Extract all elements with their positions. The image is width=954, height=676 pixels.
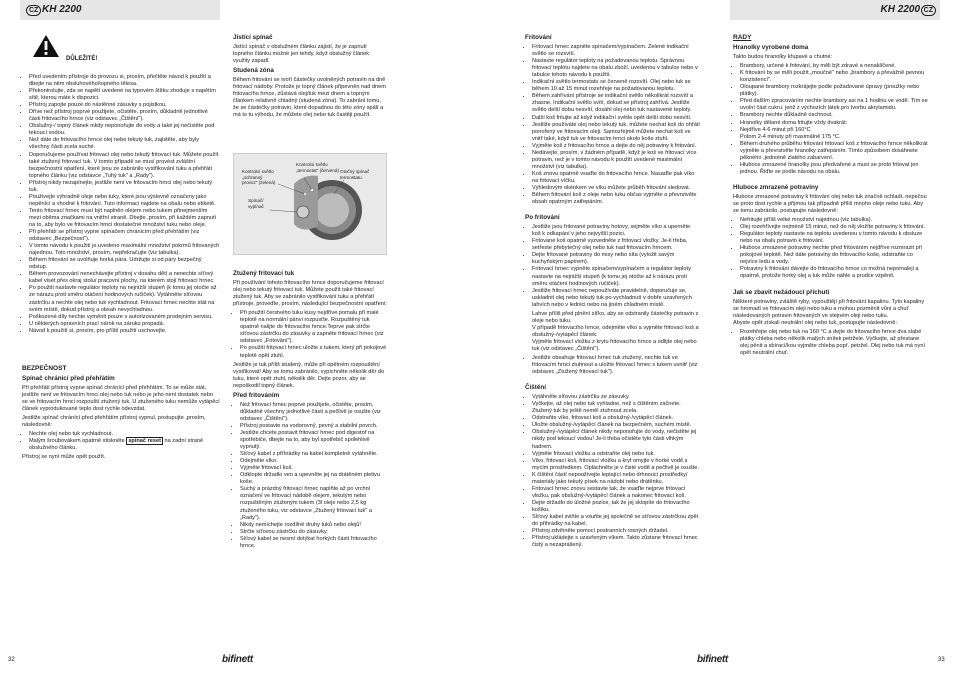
list-item: • Nechte olej nebo tuk vychladnout. (29, 431, 220, 438)
list-item: • Během fritování koš z oleje nebo tuku občas vyjměte a převrstvěte obsah opatrným zatřepáním. (532, 192, 700, 206)
paragraph: Při přehřátí přístroj vypne spínač chránící před přehřátím. To se může stát, jestliže není ve fritovacím hrnci olej nebo tuk nebo je jeho není dostatek nebo se ve fritovacím hrnci rozpouští ztužený tuk. U ztuženého tuku nemůže vytápěcí článek vyprodukované teplo dost rychle odevzdat. (22, 384, 220, 412)
list-item: • Nedávejte, prosím, v žádném případě, když je koš ve fritovací více potravin, než je v tomto návodu k použití uvedené maximální množství (viz tabulka). (532, 150, 700, 171)
list-item: • Poškozené díly nechte vyměnit pouze v autorizovaném prodejním servisu. (29, 314, 220, 321)
list-item: • Vyjměte fritovací vložku a odstraňte olej nebo tuk. (532, 451, 700, 458)
list-item: • Doporučujeme používat fritovací olej nebo tekutý fritovací tuk. Můžete použít také ztužený fritovací tuk. V tomto případě se musí provést zvláštní bezpečnostní opatření, které jsou ze zabránilo vystřikování tuku a přehřátí topného článku (viz odstavce „Tuhý tuk" a „Rady"). (29, 152, 220, 180)
list-item: • K fritování by se měli použít „moučné" nebo „brambory a převážně pevnou konzistencí". (740, 70, 929, 84)
paragraph: Lahve příliš před plnění síťko, aby se odstranily částečky potravin z oleje nebo tuku. V případě fritovacího hrnce, odejměte víko a vyjměte fritovací koš a obslužný-/vytápěcí článek. Vyjměte fritovací vložku z krytu fritovacího hrnce a odlijte olej nebo tuk (viz odstavec „Čištění"). (532, 310, 699, 352)
warning-icon (32, 34, 60, 58)
procedure-list (22, 431, 220, 452)
list-item: • Oloupané brambory rozkrájejte podle požadované úpravy (proužky nebo plátky). (740, 84, 929, 98)
list-item: • Během provozování nenechávejte přístroj v dosahu dětí a nenechte síťový kabel visét přes okraj stolu/ pracovní plochy, na kterém stojí fritovací hrnec. (29, 271, 220, 285)
subsection-title: Jak se zbavit nežádoucí příchuti (733, 288, 830, 296)
column-4 (733, 32, 929, 359)
list-item: • V tomto návodu k použití je uvedeno maximální množství pokrmů fritovaných najednou. Toto množství, prosím, nepřekračujte (viz tabulka). (29, 243, 220, 257)
subsection-title: Čištění (525, 384, 546, 392)
paragraph: Přístroj se nyní může opět použít. (22, 454, 106, 461)
section-title: BEZPEČNOST (22, 364, 67, 372)
paragraph: Během fritování se tvoří částečky uvolněných potravin na dně fritovací nádoby. Protože je topný článek připevněn nad dnem fritovacího hrnce, zůstává olej/tuk mezi dnem a topným článkem relativně chladný (studená zóna). To zabrání tomu, že se částečky potravin, které dopadnou do této zóny spálí a má to tu výhodu, že můžete olej nebo tuk častěji použít. (233, 77, 386, 119)
paragraph: Některé potraviny, zvláště ryby, vypouštějí při fritování kapalinu. Tyto kapaliny se hromadí ve fritovacím oleji nebo tuku a mohou pozměnit vůni a chuť následovaných potravin fritovaných ve stejném oleji nebo tuku. Abyste opět získali neutrální olej nebo tuk, postupujte následovně: (733, 298, 925, 326)
list-item: • Dejte fritované potraviny do misy nebo síta (vyložit savým kuchyňským papírem). (532, 252, 700, 266)
safety-list (22, 74, 220, 335)
brand-logo-right: bifinett (697, 654, 728, 665)
list-item: • Strčte síťovou zástrčku do zásuvky. (240, 529, 387, 536)
list-item: • Fritované koš opatrně vyzvedněte z fritovací vložky. Je-li třeba, setřeste přebytečný olej nebo tuk nad fritovacím hrncem. (532, 238, 700, 252)
list-item: • Při přehřátí se přístroj vypne spínačem chránicím před přehřátím (viz odstavec „Bezpečnost"). (29, 229, 220, 243)
list-item: • Jestliže jsou fritované potraviny hotovy, sejměte víko a uperněte koš k odkapání v jeho nejvyšší pozici. (532, 224, 700, 238)
list-item: • Během druhého průběhu fritování fritovací koš z fritovacího hrnce několikrát vyjměte a převrstvěte hranolky zatřepáním. Tímto způsobem dosáhnete pěkného ,jednotně zlatého zabarvení. (740, 141, 929, 162)
column-2-lower (233, 268, 387, 552)
control-panel-diagram (233, 153, 387, 255)
list-item: • Fritovací hrnec vypněte spínačem/vypínačem a regulátor teploty nastavte na nejnižší stupeň (k tomu jej otočte až k nárazu proti směru otáčení hodinových ručiček). (532, 266, 700, 287)
column-3 (525, 32, 700, 551)
list-item: • Hluboce zmrazené potraviny nechte před fritováním nejdříve rozmrazit při pokojové teplotě. Než dáte potraviny do fritovacího koše, odstraňte co nejvíce ledu a vody. (740, 245, 929, 266)
list-item: • Obslužný-/ topný článek nikdy neponořujte do vody a také jej nečistěte pod tekoucí vodou. (29, 123, 220, 137)
tips-list (733, 63, 929, 176)
list-item: • Úložte obslužný-/vytápěcí článek na bezpečném, suchém místě. (532, 422, 700, 429)
list-item: • Jestliže fritovací hrnec nepoužíváte pravidelně, doporučuje se, uskladnit olej nebo tekutý tuk po vychladnutí v dobře uzavřených lahvích nebo v lednici nebo na jiném chladném místě. (532, 288, 700, 309)
list-item: • Dříve než přístroj poprvé použijete, očistěte, prosím, důkladně jednotlivé části fritovacího hrnce (viz odstavec „Čištění"). (29, 109, 220, 123)
list-item: • Obslužný-/vytápěcí článek nikdy neponořujte do vody, nečistěte jej nikdy pod tekoucí vodou! Je-li třeba očistěte tyto části vlhkým hadrem. (532, 429, 700, 450)
column-2 (233, 32, 387, 122)
list-item: • Jestliže obsahuje fritovací hrnec tuk ztužený, nechte tuk ve fritovacím hrnci ztuhnout a uložte fritovací hrnec s tukem uvnitř (viz odstavec „Ztužený fritovací tuk"). (532, 355, 700, 376)
section-title: RADY (733, 34, 752, 41)
list-item: • Tento fritovací hrnec musí být naplněn olejem nebo tukem přinejmenším mezi oběma značkami na vnitřní straně. Dbejte ,prosím, při každém zapnutí na to, aby bylo ve fritovacím hrnci dostatečné množství tuku nebo oleje. (29, 208, 220, 229)
list-item: • Během fritování se uvolňuje horká pára. Udržujte si od páry bezpečný odstup. (29, 257, 220, 271)
label-on-off-switch: Spínač/ vypínač (248, 198, 264, 209)
subsection-title: Fritování (525, 34, 552, 41)
warning-title: DŮLEŽITÉ! (66, 56, 98, 62)
list-item: • Návod k použití si, prosím, pro příští použití uschovejte. (29, 328, 220, 335)
procedure-list (233, 310, 387, 359)
language-badge: CZ (26, 5, 41, 16)
list-item: • Vyjměte fritovací koš. (240, 465, 387, 472)
list-item: • Přístroj postavte na vodorovný, pevný a stabilní povrch. (240, 423, 387, 430)
subsection-title: Studená zóna (233, 67, 274, 75)
list-item: • Rozehřejte olej nebo tuk na 160 °C a dejte do fritovacího hrnce dva slabé plátky chleba nebo několik malých snítek petržele. Vyčkejte, až přestane olej pěnit a sbírací/kou vyjměte chleba popř. petržel. Olej nebo tuk má nyní opět neutrální chuť. (740, 329, 929, 357)
list-item: • Během zahřívání přístroje se indikační světlo několikrát rozsvítí a zhasne. Indikační světlo svítí, dokud se přístroj zahřívá. Jestliže světlo delší dobu nesvítí, dosáhl olej nebo tuk nastavené teploty. (532, 93, 700, 114)
paragraph: Jestliže je tuk příliš studený, může při opětném rozpouštění vystřikovat! Aby se tomu zabránilo, vypíchněte několik děr do tuku, které opět ztuhl, několik děr. Dejte pozor, aby se nepoškodil topný článek. (233, 361, 385, 389)
list-item: • Nastavte regulátor teploty na požadovanou teplotu. Správnou fritovací teplotu najdete na obalu zboží, uvedenou v tabulce nebo v tabulce tohoto návodu k použití. (532, 58, 700, 79)
page-number-left: 32 (8, 657, 15, 663)
list-item: • Fritovací hrnec zapněte spínačem/vypínačem. Zelené indikační světlo se rozsvítí. (532, 44, 700, 58)
model-name: KH 2200 (880, 4, 920, 15)
column-1 (22, 32, 220, 463)
list-item: • Přístroj zdvihněte pomocí postranních rosných držadel. (532, 528, 700, 535)
reset-switch-highlight: spínač reset (128, 438, 161, 445)
warning-box (22, 32, 220, 70)
subsection-title: Hranolky vyrobené doma (733, 44, 809, 52)
list-item: • Přístroj nikdy nezapínejte, jestliže není ve fritovacím hrnci olej nebo tekutý tuk. (29, 180, 220, 194)
list-item: • Než fritovací hrnec poprvé použijete, očistěte, prosím, důkladně všechny jednotlivé části a pečlivě je osušte (viz odstavec „Čištění"). (240, 402, 387, 423)
list-item: • Překontrolujte, zda se napětí uvedené na typovém štítku shoduje s napětím sítě, kterou máte k dispozici. (29, 88, 220, 102)
list-item: • Síťový kabel sviňte a vsuňte jej společně se síťovou zástrčkou zpět do přihrádky na kabel. (532, 514, 700, 528)
list-item: • Síťový kabel z příhrádky na kabel kompletně vytáhněte. (240, 451, 387, 458)
list-item: • U některých opravních prací nárok na záruku propadá. (29, 321, 220, 328)
paragraph: Hluboce zmrazené potraviny k fritování olej nebo tuk značně ochladí, nepečou se proto dost rychle a přijmou tak případně příliš mnoho oleje nebo tuku. Aby se tomu zabránilo, postupujte následovně: (733, 193, 927, 215)
procedure-list (525, 224, 700, 309)
procedure-list (525, 44, 700, 206)
list-item: • Při použití čerstvého tuku kusy nejdříve pomalu při malé teplotě na normální pánvi rozpusťte. Rozpuštěný tuk opatrně nalijte do fritovacího hrnce.Teprve pak strčte síťovou zástrčku do zásuvky a zapněte fritovací hrnec (viz odstavec „Fritování"). (240, 310, 387, 345)
list-item: • Hluboce zmrazené hranolky jsou předvařené a musí se proto fritovat jen jednou. Řiďte se podle návodu na obalu. (740, 162, 929, 176)
list-item: • Nikdy nemíchejte rozdílné druhy tuků nebo olejů! (240, 522, 387, 529)
list-item: • Jestliže chcete postavit fritovací hrnec pod digestoř na spotřebiče, dbejte na to, aby byl spotřebič spolehlivě vypnutý. (240, 430, 387, 451)
list-item: • Dejte držadlo do úložné pozice, tak že jej sklopíte do fritovacího košíku. (532, 500, 700, 514)
list-item: • Brambory nechte důkladně oschnout. (740, 112, 929, 119)
list-item: • Odklopte držadlo ven a upevněte jej na drátěném pletivu koše. (240, 472, 387, 486)
list-item: • Potraviny k fritování dávejte do fritovacího hrnce co možná nepomaleji a opatrně, protože horký olej a tuk může náhle a prudce vzpěnit. (740, 266, 929, 280)
list-item: • Síťový kabel se nesmí dotýkat horkých částí fritovacího hrnce. (240, 536, 387, 550)
list-item: • Odstraňte víko, fritovací koš a obslužný-/vytápěcí článek. (532, 415, 700, 422)
list-item: • Malým šroubovákem opatrně stiskněte spínač reset na zadní straně obslužného článku. (29, 438, 220, 452)
list-item: Potom 2-4 minuty při maximálně 175 °C. (740, 133, 841, 140)
label-thermostat-knob: Otočný spínač termostatu (340, 169, 370, 180)
list-item: • Nejdříve 4-6 minut při 160°C (740, 127, 929, 134)
label-safety-light: Kontrolní světlo „ochranný provoz" (zelená) (242, 169, 276, 186)
list-item: • Hranolky dělané doma fritujte vždy dvakrát: (740, 120, 929, 127)
procedure-list (233, 402, 387, 550)
list-item: • Vyjměte koš z fritovacího hrnce a dejte do něj potraviny k fritování. (532, 143, 700, 150)
list-item: • Regulátor teploty nastavte na teplotu uvedenou v tomto návodu k obsluze nebo na obalu potravin k fritování. (740, 231, 929, 245)
brand-logo-left: bifinett (222, 654, 253, 665)
list-item: • Fritovací hrnec znovu sestavte tak, že vsaďte nejprve fritovací vložku, pak obslužný-/vytápěcí článek a nakonec fritovací koš. (532, 486, 700, 500)
list-item: • Před uvedením přístroje do provozu si, prosím, přečtěte návod k použití a dbejte na něm obsluhového/topného tělesa. (29, 74, 220, 88)
procedure-list (525, 355, 700, 376)
list-item: • Po použití nastavte regulátor teploty na nejnižší stupeň (k tomu jej otočte až ze nárazu proti směru otáčení hodinových ručiček). Vytáhněte síťovou zástrčku a nechte olej nebo tuk vychladnout. Fritovací hrnec nechte stát na svém místě, dokud přístroj a obsah nevychladnou. (29, 285, 220, 313)
tips-list (733, 217, 929, 280)
list-item: • Olej rozehřívejte nejméně 15 minut, než do něj vložíte potraviny k fritování. (740, 224, 929, 231)
list-item: • K čištění částí nepoužívejte leptající nebo drhnoucí prostředky/ materiály jako tekutý písek na nádobí nebo drátěnku. (532, 472, 700, 486)
page-number-right: 33 (938, 657, 945, 663)
paragraph: Jistící spínač v obslužném článku zajistí, že je zapnutí topného článku možné jen tehdy, když obslužný článek využity zapadl. (233, 44, 370, 65)
list-item: • Brambory, určené k fritování, by měli být zdravé a nenaklíčené. (740, 63, 929, 70)
list-item: • Odejměte víko. (240, 458, 387, 465)
list-item: • Přístroj ukládejte s uzavřeným víkem. Takto zůstane fritovací hrnec čistý a nezaprášený. (532, 535, 700, 549)
paragraph: Takto budou hranolky křupavé a chutné: (733, 54, 833, 61)
list-item: • Než dáte do fritovacího hrnce olej nebo tekutý tuk, zajistěte, aby byly všechny části zcela suché. (29, 137, 220, 151)
list-item: • Před dalším zpracováním nechte brambory asi na 1 hodinu ve vodě. Tím se uvolní část cukru, jenž z výchozích látek pro tvorbu akrylamidu. (740, 98, 929, 112)
label-thermostat-light: Kontrolní světlo „termostat" (červená) (296, 162, 339, 173)
paragraph: Při používání tohoto fritovacího hrnce doporučujeme fritovací olej nebo tekutý fritovací tuk. Můžete použít také fritovací ztužený tuk. Aby se zabránilo vystřikování tuku a přehřátí přístroje, proveďte, prosím, následující bezpečnostní opatření: (233, 280, 387, 308)
list-item: • Suchý a prázdný fritovací hrnec naplňte až po vrchní označení ve fritovací nádobě olejem, tekutým nebo rozpuštěným ztuženým tukem (3l oleje nebo 2,5 kg ztuženého tuku, viz odstavce „Ztužený fritovací tuk" a „Rady"). (240, 486, 387, 521)
tips-list (733, 329, 929, 357)
subsection-title: Spínač chránící před přehřátím (22, 374, 115, 382)
subsection-title: Ztužený fritovací tuk (233, 270, 295, 277)
subsection-title: Jistící spínač (233, 34, 273, 41)
list-item: • Jestliže používáte olej nebo tekutý tuk, můžete nechat koš do ohřátí ponořený ve fritovacím oleji. Samozřejmě můžete nechat koš ve vnitř také, když tuk ve fritovacím hrnci okolo koše ztuhl. (532, 122, 700, 143)
subsection-title: Hluboce zmrazené potraviny (733, 183, 819, 191)
list-item: • Výhledovým okénkem ve víku můžete průběh fritování sledovat. (532, 185, 700, 192)
list-item: • Víko, fritovací koš, fritovací vložku a kryt omyjte v horké vodě s mycím prostředkem. Opláchněte je v čisté vodě a pečlivě je osušte. (532, 458, 700, 472)
list-item: • Po použití fritovací hrnec uložte s tukem, který při pokojové teplotě opět ztuhl. (240, 345, 387, 359)
subsection-title: Po fritování (525, 214, 560, 222)
list-item: • Další koš fritujte až když indikační světlo opět delší dobu nesvítí. (532, 115, 700, 122)
paragraph: Jestliže spínač chránící před přehřátím přístroj vypnul, postupujte ,prosím, následovně: (22, 415, 206, 429)
page-header-left (20, 0, 220, 20)
page-header-right (730, 0, 940, 20)
list-item: • Koš znovu opatrně vsaďte do fritovacího hrnce. Nasaďte pak víko na fritovací víčku. (532, 171, 700, 185)
procedure-list (525, 394, 700, 549)
list-item: • Indikační světlo termostatu se červeně rozsvítí. Olej nebo tuk se během 10 až 15 minut rozehřeje na požadovanou teplotu. (532, 79, 700, 93)
subsection-title: Před fritováním (233, 391, 280, 399)
model-name: KH 2200 (42, 4, 82, 15)
list-item: • Nefritujte příliš velké množství najednou (viz tabulka). (740, 217, 929, 224)
list-item: • Používejte výhradně oleje nebo tuky, které jsou výslovně označeny jako nepěnící a vhodné k fritování. Tuto informaci najdete na obalu nebo etiketě. (29, 194, 220, 208)
list-item: • Vyčkejte, až olej nebo tuk vyhladne, než s čištěním začnete. Ztužený tuk by ještě neměl ztuhnout zcela. (532, 401, 700, 415)
list-item: • Vytáhněte síťovou zástrčku ze zásuvky. (532, 394, 700, 401)
list-item: • Přístroj zapojte pouze do nástěnné zásuvky s pojistkou. (29, 102, 220, 109)
language-badge: CZ (921, 5, 936, 16)
